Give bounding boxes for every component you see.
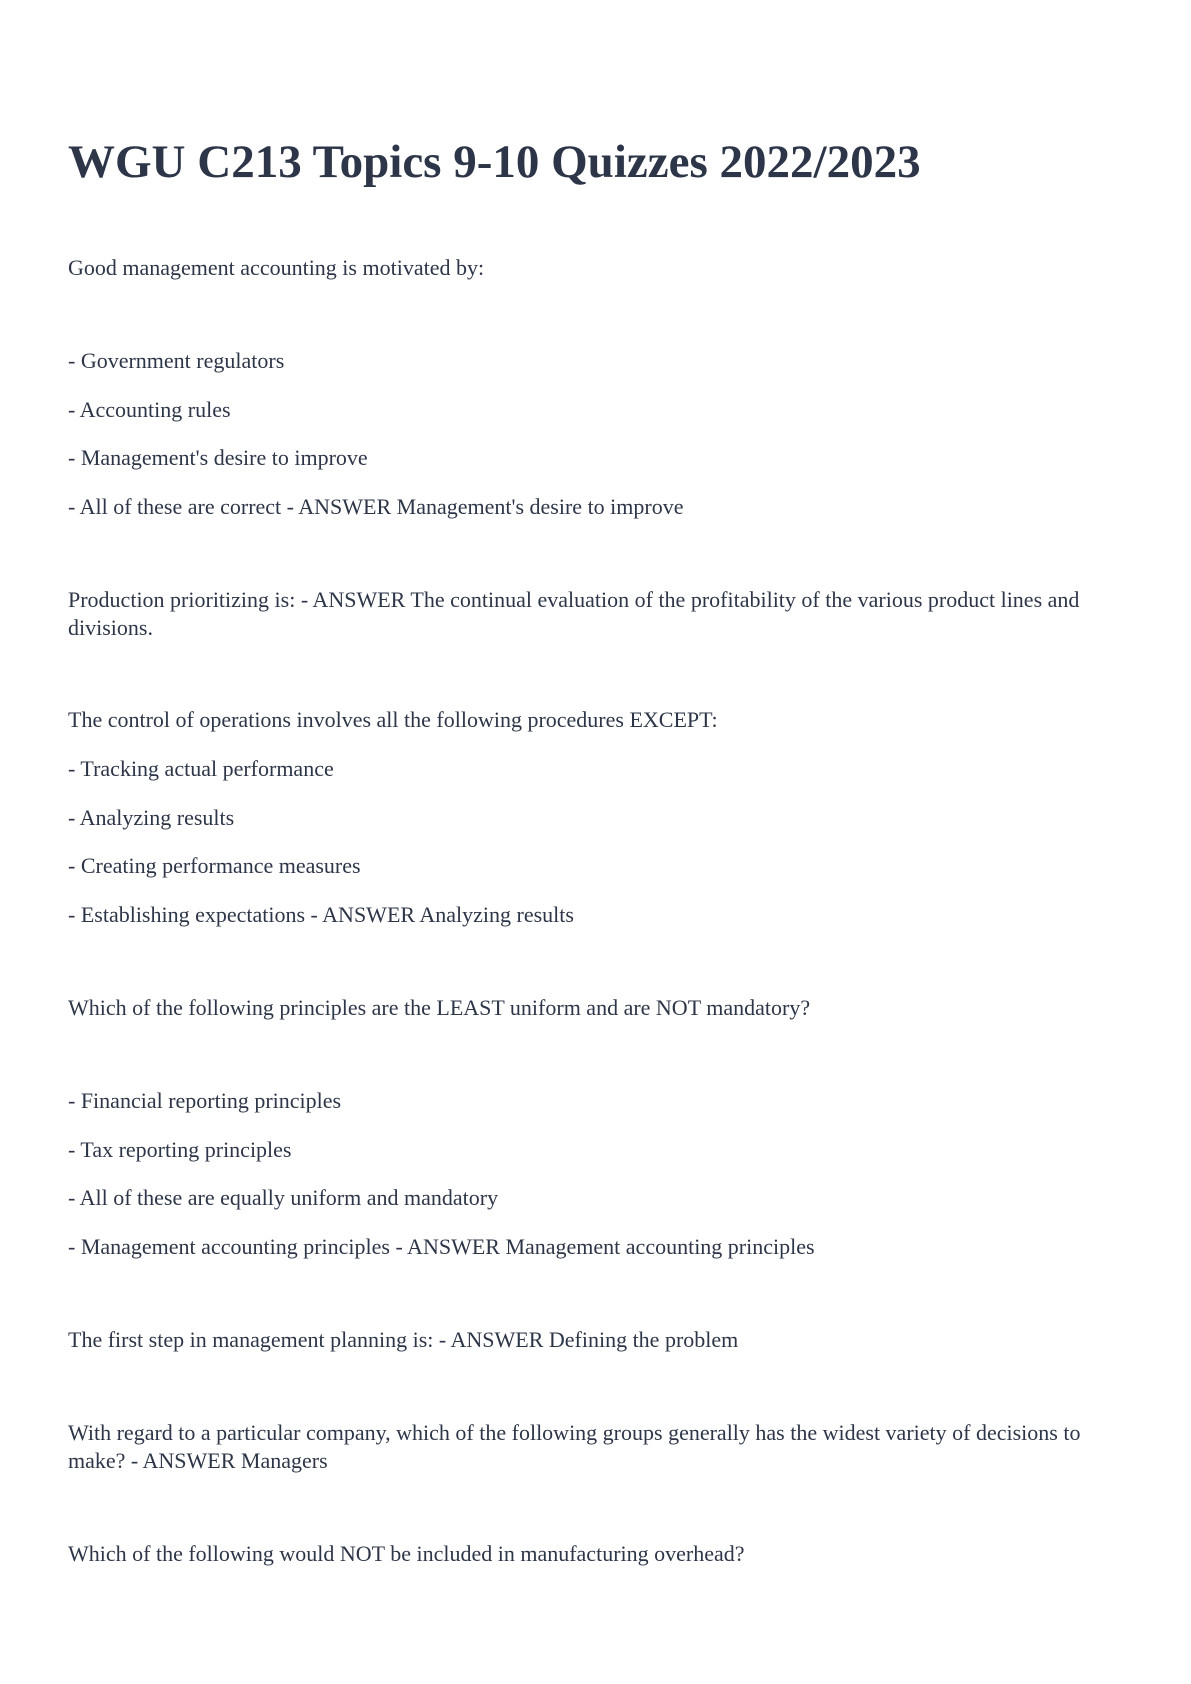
question-3-option-2: - Analyzing results xyxy=(68,805,235,830)
question-3-option-4-answer: - Establishing expectations - ANSWER Analyzing results xyxy=(68,902,574,927)
question-4-option-1: - Financial reporting principles xyxy=(68,1088,342,1113)
question-4-option-4-answer: - Management accounting principles - ANSWER Management accounting principles xyxy=(68,1234,815,1259)
question-3-option-1: - Tracking actual performance xyxy=(68,756,334,781)
question-5-answer: The first step in management planning is: - ANSWER Defining the problem xyxy=(68,1327,739,1352)
question-1-option-1: - Government regulators xyxy=(68,348,285,373)
document-title: WGU C213 Topics 9-10 Quizzes 2022/2023 xyxy=(68,136,921,188)
question-2-answer: Production prioritizing is: - ANSWER The continual evaluation of the profitability of the various product lines and divisions. xyxy=(68,587,1080,640)
question-1-text: Good management accounting is motivated by: xyxy=(68,255,485,280)
question-1-option-3: - Management's desire to improve xyxy=(68,445,368,470)
question-4-option-2: - Tax reporting principles xyxy=(68,1137,292,1162)
question-7-text: Which of the following would NOT be included in manufacturing overhead? xyxy=(68,1541,745,1566)
question-3-option-3: - Creating performance measures xyxy=(68,853,361,878)
question-3-text: The control of operations involves all the following procedures EXCEPT: xyxy=(68,707,718,732)
question-4-option-3: - All of these are equally uniform and mandatory xyxy=(68,1185,499,1210)
question-6-answer: With regard to a particular company, which of the following groups generally has the widest variety of decisions to make? - ANSWER Managers xyxy=(68,1420,1081,1473)
question-1-option-2: - Accounting rules xyxy=(68,397,231,422)
question-1-option-4-answer: - All of these are correct - ANSWER Management's desire to improve xyxy=(68,494,684,519)
question-4-text: Which of the following principles are the LEAST uniform and are NOT mandatory? xyxy=(68,995,811,1020)
